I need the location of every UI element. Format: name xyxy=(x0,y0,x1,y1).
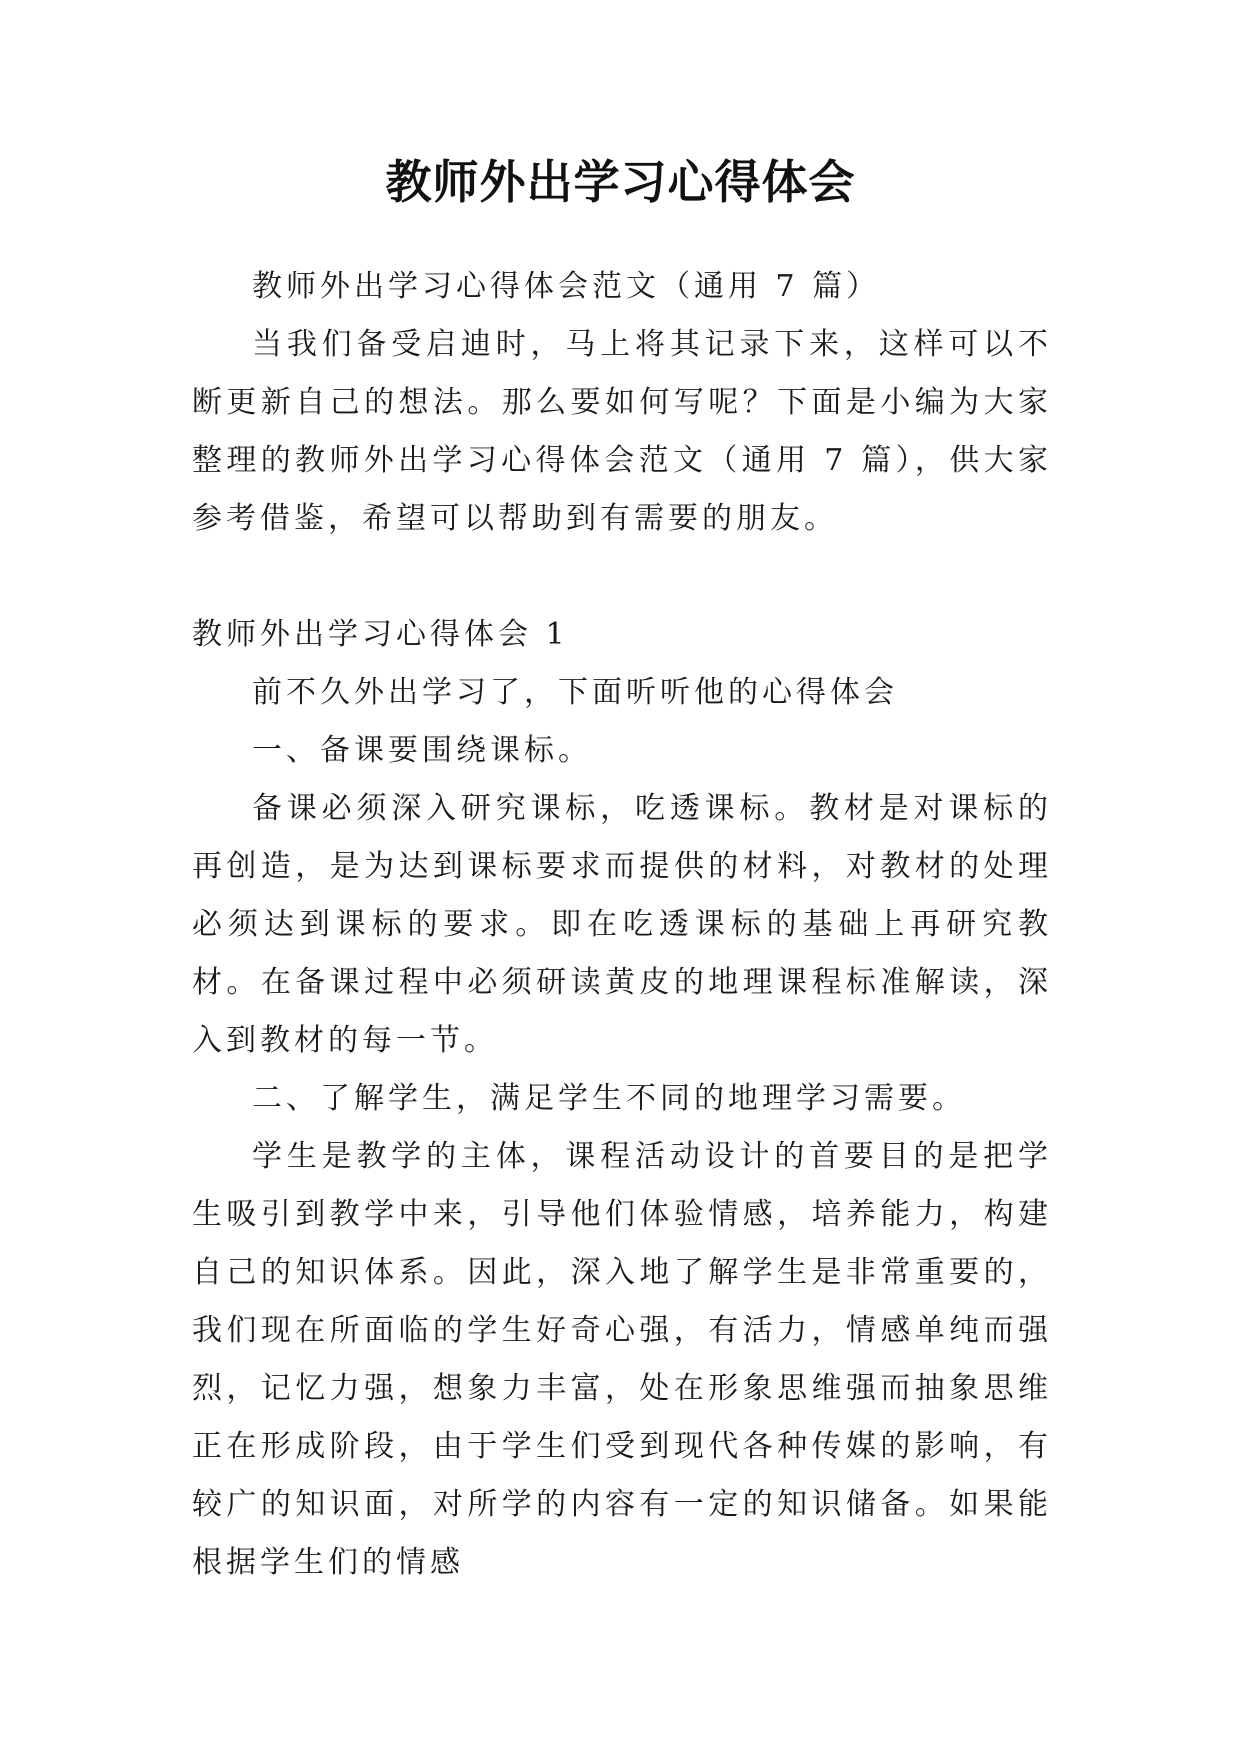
body-paragraph-2: 备课必须深入研究课标，吃透课标。教材是对课标的再创造，是为达到课标要求而提供的材料，对教材的处理必须达到课标的要求。即在吃透课标的基础上再研究教材。在备课过程中必须研读黄皮的地理课程标准解读，深入到教材的每一节。 xyxy=(192,791,1052,1058)
section-heading: 教师外出学习心得体会 1 xyxy=(192,617,569,652)
document-subtitle: 教师外出学习心得体会范文（通用 7 篇） xyxy=(252,269,881,304)
intro-paragraph: 当我们备受启迪时，马上将其记录下来，这样可以不断更新自己的想法。那么要如何写呢？下面是小编为大家整理的教师外出学习心得体会范文（通用 7 篇），供大家参考借鉴，希望可以帮助到有需要的朋友。 xyxy=(192,327,1052,536)
heading-1: 一、备课要围绕课标。 xyxy=(252,733,592,768)
heading-2: 二、了解学生，满足学生不同的地理学习需要。 xyxy=(252,1081,966,1116)
body-paragraph-1: 前不久外出学习了，下面听听他的心得体会 xyxy=(252,675,898,710)
document-body xyxy=(192,258,1052,1592)
body-paragraph-3: 学生是教学的主体，课程活动设计的首要目的是把学生吸引到教学中来，引导他们体验情感，培养能力，构建自己的知识体系。因此，深入地了解学生是非常重要的，我们现在所面临的学生好奇心强，有活力，情感单纯而强烈，记忆力强，想象力丰富，处在形象思维强而抽象思维正在形成阶段，由于学生们受到现代各种传媒的影响，有较广的知识面，对所学的内容有一定的知识储备。如果能根据学生们的情感 xyxy=(192,1139,1052,1580)
document-title: 教师外出学习心得体会 xyxy=(385,155,856,209)
